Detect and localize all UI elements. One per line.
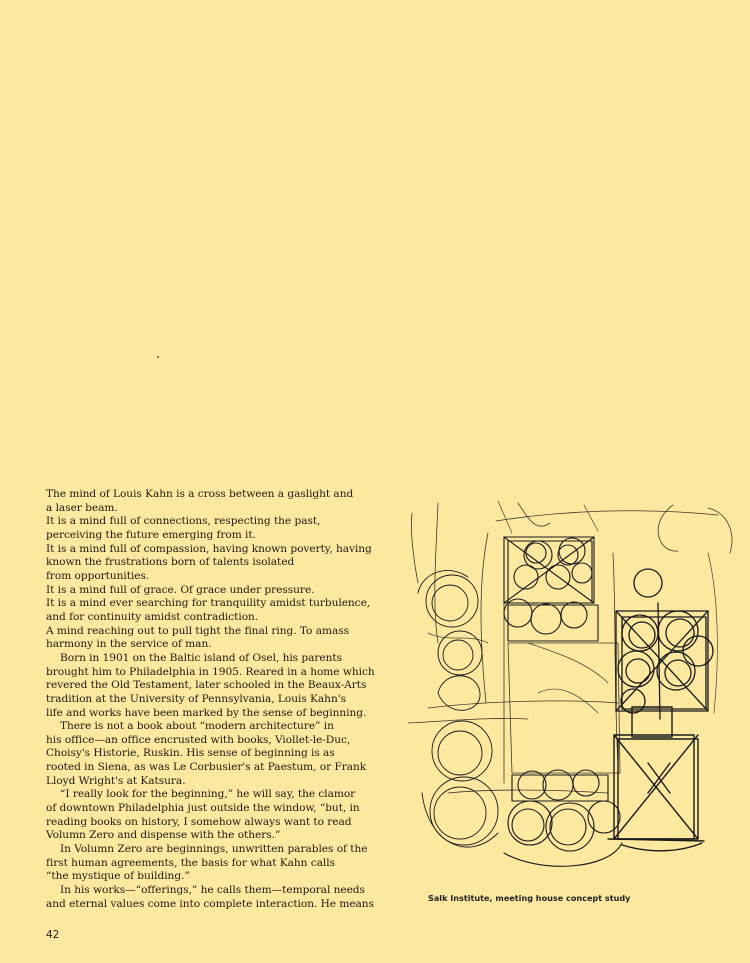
article-line: known the frustrations born of talents isolated	[46, 556, 295, 569]
article-line: rooted in Siena, as was Le Corbusier's at Paestum, or Frank	[46, 761, 367, 774]
page-number: 42	[46, 929, 60, 941]
article-line: of downtown Philadelphia just outside the window, “but, in	[46, 802, 360, 815]
article-line: perceiving the future emerging from it.	[46, 528, 256, 541]
article-line: In Volumn Zero are beginnings, unwritten parables of the	[60, 843, 368, 856]
article-line: It is a mind ever searching for tranquility amidst turbulence,	[46, 597, 371, 610]
article-line: a laser beam.	[46, 501, 118, 514]
article-line: The mind of Louis Kahn is a cross between a gaslight and	[46, 488, 354, 500]
article-line: and eternal values come into complete interaction. He means	[46, 897, 374, 910]
article-line: life and works have been marked by the sense of beginning.	[46, 706, 367, 719]
article-line: In his works—“offerings,” he calls them—temporal needs	[60, 884, 365, 897]
article-line: It is a mind full of compassion, having known poverty, having	[46, 542, 372, 555]
article-line: A mind reaching out to pull tight the final ring. To amass	[46, 624, 349, 637]
article-line: first human agreements, the basis for what Kahn calls	[46, 856, 335, 869]
article-line: brought him to Philadelphia in 1905. Reared in a home which	[46, 665, 375, 678]
article-line: from opportunities.	[46, 569, 150, 582]
article-line: “the mystique of building.”	[46, 870, 190, 883]
article-line: There is not a book about “modern architecture” in	[60, 720, 334, 733]
print-speck	[157, 356, 159, 358]
article-line: It is a mind full of connections, respecting the past,	[46, 515, 321, 528]
article-line: “I really look for the beginning,” he will say, the clamor	[60, 788, 356, 801]
article-line: Born in 1901 on the Baltic island of Osel, his parents	[60, 651, 342, 664]
article-line: Lloyd Wright's at Katsura.	[46, 774, 186, 787]
concept-sketch	[408, 493, 738, 888]
article-line: revered the Old Testament, later schooled in the Beaux-Arts	[46, 679, 367, 692]
article-line: It is a mind full of grace. Of grace under pressure.	[46, 583, 315, 596]
article-line: Choisy's Historie, Ruskin. His sense of beginning is as	[46, 747, 335, 760]
article-body	[46, 488, 386, 911]
article-line: reading books on history, I somehow always want to read	[46, 815, 352, 828]
article-line: his office—an office encrusted with books, Viollet-le-Duc,	[46, 733, 351, 746]
article-line: and for continuity amidst contradiction.	[46, 610, 259, 623]
figure-caption: Salk Institute, meeting house concept study	[428, 893, 631, 903]
article-line: harmony in the service of man.	[46, 638, 212, 651]
article-line: Volumn Zero and dispense with the others.”	[46, 829, 281, 842]
article-line: tradition at the University of Pennsylvania, Louis Kahn's	[46, 692, 346, 705]
